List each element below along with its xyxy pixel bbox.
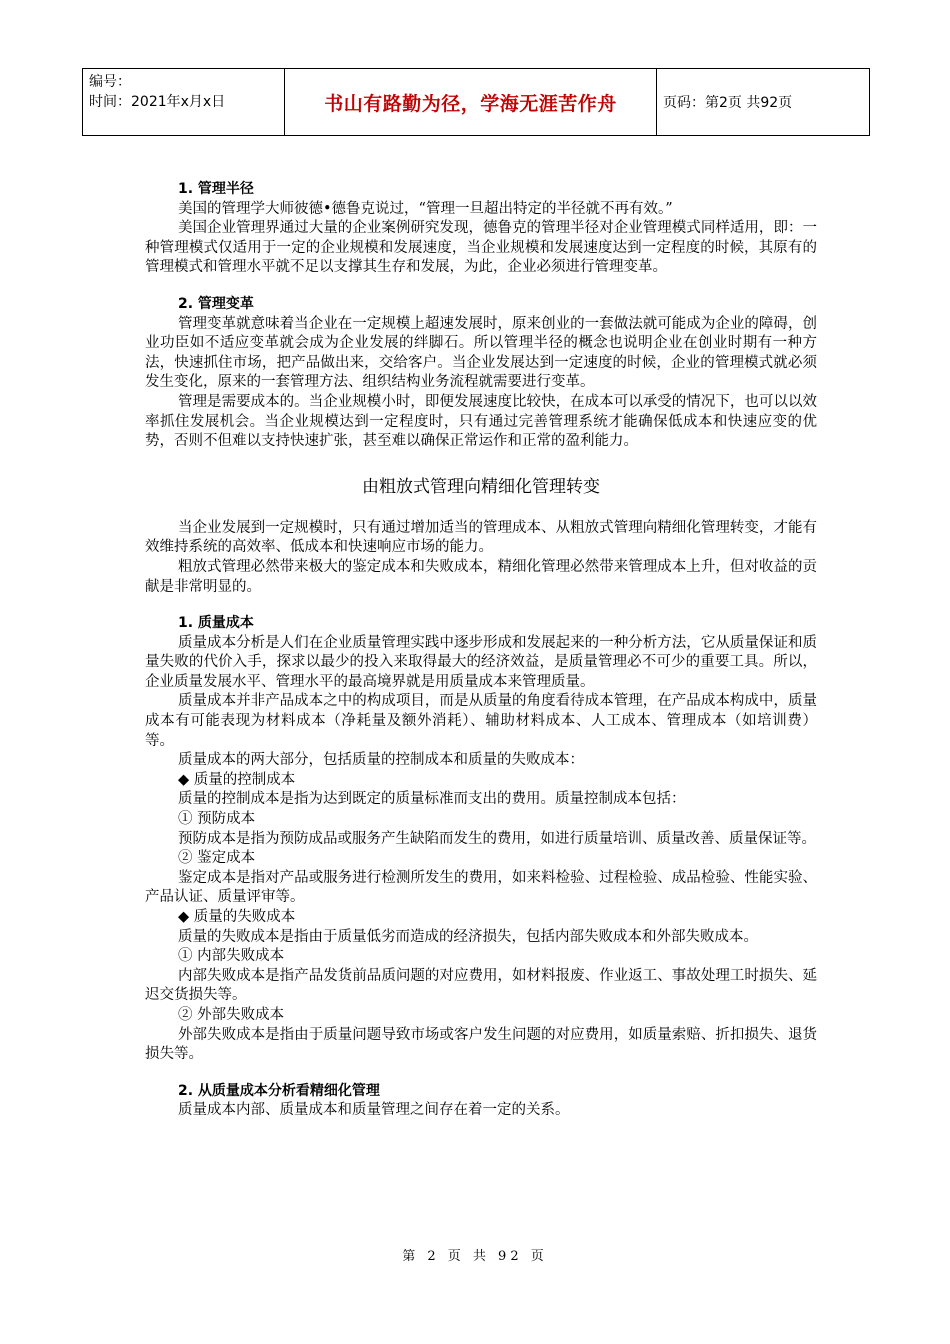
paragraph: 美国的管理学大师彼德•德鲁克说过，“管理一旦超出特定的半径就不再有效。” [178,200,673,217]
paragraph: 质量成本内部、质量成本和质量管理之间存在着一定的关系。 [178,1102,570,1119]
bullet-item: ◆ 质量的失败成本 [178,909,296,925]
header-motto: 书山有路勤为径，学海无涯苦作舟 [285,69,657,135]
paragraph: 内部失败成本是指产品发货前品质问题的对应费用，如材料报废、作业返工、事故处理工时损失、延迟交货损失等。 [145,967,817,1004]
page-footer [0,1245,950,1264]
paragraph: 质量的控制成本是指为达到既定的质量标准而支出的费用。质量控制成本包括： [178,791,686,808]
section-heading: 1. 管理半径 [178,181,254,197]
time-label: 时间：2021年x月x日 [89,94,226,110]
header-page-info: 页码：第2页 共92页 [663,95,793,111]
paragraph: 美国企业管理界通过大量的企业案例研究发现，德鲁克的管理半径对企业管理模式同样适用，即：一种管理模式仅适用于一定的企业规模和发展速度，当企业规模和发展速度达到一定程度的时候，其原有的管理模式和管理水平就不足以支撑其生存和发展，为此，企业必须进行管理变革。 [145,220,817,276]
paragraph: 管理是需要成本的。当企业规模小时，即便发展速度比较快，在成本可以承受的情况下，也可以以效率抓住发展机会。当企业规模达到一定程度时，只有通过完善管理系统才能确保低成本和快速应变的优势，否则不但难以支持快速扩张，甚至难以确保正常运作和正常的盈利能力。 [145,393,817,450]
section-heading: 2. 从质量成本分析看精细化管理 [178,1082,380,1099]
section-heading: 1. 质量成本 [178,615,254,632]
numbered-item: ② 鉴定成本 [178,850,256,867]
footer-page-number: 第 2 页 共 92 页 [402,1249,548,1264]
number-label: 编号： [89,74,131,90]
bullet-item: ◆ 质量的控制成本 [178,771,296,788]
paragraph: 粗放式管理必然带来极大的鉴定成本和失败成本，精细化管理必然带来管理成本上升，但对收益的贡献是非常明显的。 [145,558,817,595]
paragraph: 鉴定成本是指对产品或服务进行检测所发生的费用，如来料检验、过程检验、成品检验、性能实验、产品认证、质量评审等。 [145,869,817,906]
paragraph: 质量成本的两大部分，包括质量的控制成本和质量的失败成本： [178,752,584,769]
paragraph: 预防成本是指为预防成品或服务产生缺陷而发生的费用，如进行质量培训、质量改善、质量保证等。 [178,830,816,847]
section-heading: 2. 管理变革 [178,295,254,312]
paragraph: 外部失败成本是指由于质量问题导致市场或客户发生问题的对应费用，如质量索赔、折扣损失、退货损失等。 [145,1026,817,1063]
document-header [82,68,870,136]
document-body [145,180,817,1121]
paragraph: 管理变革就意味着当企业在一定规模上超速发展时，原来创业的一套做法就可能成为企业的障碍，创业功臣如不适应变革就会成为企业发展的绊脚石。所以管理半径的概念也说明企业在创业时期有一种方法，快速抓住市场，把产品做出来，交给客户。当企业发展达到一定速度的时候，企业的管理模式就必须发生变化，原来的一套管理方法、组织结构业务流程就需要进行变革。 [145,315,817,391]
numbered-item: ② 外部失败成本 [178,1006,285,1023]
paragraph: 当企业发展到一定规模时，只有通过增加适当的管理成本、从粗放式管理向精细化管理转变，才能有效维持系统的高效率、低成本和快速响应市场的能力。 [145,519,817,556]
paragraph: 质量的失败成本是指由于质量低劣而造成的经济损失，包括内部失败成本和外部失败成本。 [178,928,758,945]
header-meta [83,69,285,135]
numbered-item: ① 预防成本 [178,811,256,828]
chapter-title: 由粗放式管理向精细化管理转变 [362,476,600,497]
numbered-item: ① 内部失败成本 [178,948,285,965]
paragraph: 质量成本并非产品成本之中的构成项目，而是从质量的角度看待成本管理，在产品成本构成中，质量成本有可能表现为材料成本（净耗量及额外消耗）、辅助材料成本、人工成本、管理成本（如培训费）等。 [145,693,817,749]
paragraph: 质量成本分析是人们在企业质量管理实践中逐步形成和发展起来的一种分析方法，它从质量保证和质量失败的代价入手，探求以最少的投入来取得最大的经济效益，是质量管理必不可少的重要工具。所以，企业质量发展水平、管理水平的最高境界就是用质量成本来管理质量。 [145,634,817,690]
